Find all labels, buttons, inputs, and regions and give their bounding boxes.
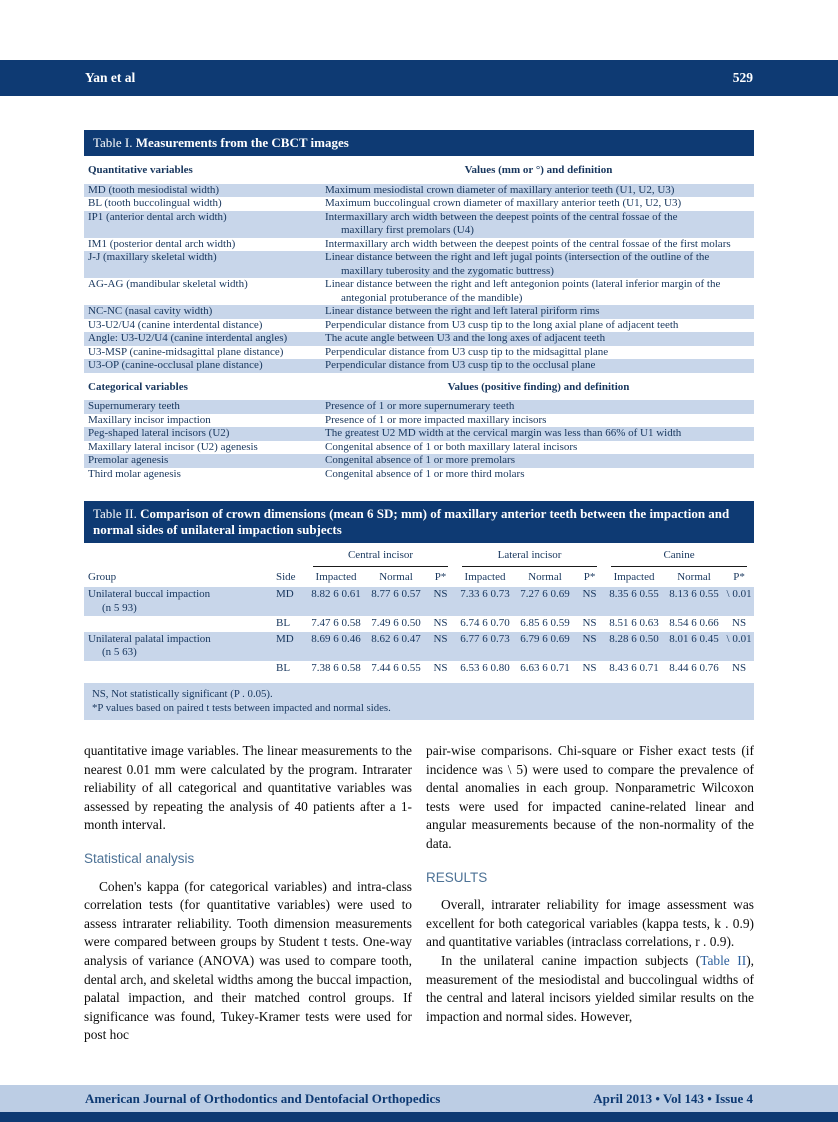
value-cell: 8.13 6 0.55 <box>664 587 724 616</box>
table-row <box>84 238 754 252</box>
variable-cell: MD (tooth mesiodistal width) <box>84 184 321 198</box>
side-cell: MD <box>272 587 306 616</box>
value-cell: 8.01 6 0.45 <box>664 632 724 661</box>
value-cell: 7.38 6 0.58 <box>311 661 361 674</box>
column-header: Side <box>276 570 296 583</box>
side-cell: BL <box>276 661 291 674</box>
variable-cell: Maxillary lateral incisor (U2) agenesis <box>88 440 258 453</box>
p-cell: NS <box>433 661 448 674</box>
table-2-crossref-link[interactable]: Table II <box>700 952 747 968</box>
table-2-label: Table II. <box>93 506 137 521</box>
p-cell: NS <box>426 632 455 661</box>
definition-line: Congenital absence of 1 or more premolars <box>325 454 515 466</box>
definition-cell <box>321 319 754 333</box>
definition-line: Linear distance between the right and left jugal points (intersection of the outline of the <box>325 251 710 263</box>
definition-line: Intermaxillary arch width between the deepest points of the central fossae of the first molars <box>325 237 731 250</box>
p-cell: NS <box>732 661 747 674</box>
spanner-label: Central incisor <box>313 549 448 567</box>
table-row <box>84 184 754 198</box>
footnote-line: NS, Not statistically significant (P . 0.05). <box>92 688 273 700</box>
definition-cell <box>321 414 754 428</box>
footer-band <box>0 1085 838 1112</box>
table-row <box>84 346 754 360</box>
value-cell: 7.44 6 0.55 <box>371 661 421 674</box>
spanner-cell <box>455 543 604 567</box>
value-cell: 7.27 6 0.69 <box>515 587 575 616</box>
column-header: Impacted <box>613 570 655 583</box>
paragraph-text: In the unilateral canine impaction subjects ( <box>441 952 701 968</box>
table-row <box>84 400 754 414</box>
value-cell: 6.74 6 0.70 <box>460 617 510 629</box>
definition-cell <box>321 211 754 238</box>
variable-cell: Premolar agenesis <box>84 454 321 468</box>
variable-cell: U3-MSP (canine-midsagittal plane distance) <box>88 345 284 358</box>
variable-cell: Peg-shaped lateral incisors (U2) <box>84 427 321 441</box>
definition-cell <box>321 305 754 319</box>
variable-cell: Third molar agenesis <box>88 467 181 480</box>
value-cell: 8.35 6 0.55 <box>604 587 664 616</box>
definition-cell <box>321 251 754 278</box>
value-cell: 8.43 6 0.71 <box>609 661 659 674</box>
column-header: Group <box>88 570 117 583</box>
group-cell <box>84 632 272 661</box>
definition-cell <box>321 197 754 211</box>
definition-cell <box>321 427 754 441</box>
variable-cell: IP1 (anterior dental arch width) <box>84 211 321 238</box>
variable-cell: IM1 (posterior dental arch width) <box>88 237 236 250</box>
footer-issue-info: April 2013 • Vol 143 • Issue 4 <box>593 1090 753 1106</box>
page-content <box>84 130 754 1045</box>
p-cell: \ 0.01 <box>724 632 754 661</box>
group-name: Unilateral buccal impaction <box>88 588 211 600</box>
table-1 <box>84 130 754 481</box>
footer-navy-strip <box>0 1112 838 1122</box>
value-cell: 8.51 6 0.63 <box>609 617 659 629</box>
value-cell: 6.77 6 0.73 <box>455 632 515 661</box>
column-header: P* <box>434 570 447 583</box>
table-row <box>84 414 754 428</box>
table-row <box>84 332 754 346</box>
definition-cell <box>321 454 754 468</box>
table-row <box>84 468 754 482</box>
variable-cell: J-J (maxillary skeletal width) <box>84 251 321 278</box>
section-heading-results: RESULTS <box>426 869 488 885</box>
definition-line: Presence of 1 or more impacted maxillary incisors <box>325 413 547 426</box>
table-row <box>84 427 754 441</box>
p-cell: \ 0.01 <box>724 587 754 616</box>
column-header: Impacted <box>315 570 357 583</box>
running-header-bar <box>0 60 838 96</box>
p-cell: NS <box>582 661 597 674</box>
definition-cell <box>321 400 754 414</box>
table-2-grid <box>84 543 754 676</box>
definition-line: Maximum buccolingual crown diameter of maxillary anterior teeth (U1, U2, U3) <box>325 197 682 209</box>
table-1-quant-header-row <box>84 156 754 184</box>
spanner-label: Lateral incisor <box>462 549 597 567</box>
table-1-label: Table I. <box>93 135 133 150</box>
variable-cell: Angle: U3-U2/U4 (canine interdental angles) <box>84 332 321 346</box>
variable-cell: U3-OP (canine-occlusal plane distance) <box>84 359 321 373</box>
value-cell: 7.33 6 0.73 <box>455 587 515 616</box>
column-header: Normal <box>379 570 413 583</box>
table-row <box>84 632 754 661</box>
paragraph <box>426 952 754 1026</box>
running-head-author: Yan et al <box>85 70 136 85</box>
spacer-cell <box>84 543 306 567</box>
p-cell: NS <box>732 617 747 629</box>
value-cell: 8.77 6 0.57 <box>366 587 426 616</box>
value-cell: 8.69 6 0.46 <box>306 632 366 661</box>
column-header: Categorical variables <box>84 373 321 401</box>
value-cell: 8.62 6 0.47 <box>366 632 426 661</box>
paragraph: Cohen's kappa (for categorical variables) and intra-class correlation tests (for quantitative variables) were used to assess intrarater reliability. Tooth dimension measurements were compared between groups by Student t tests. One-way analysis of variance (ANOVA) was used to compare tooth, dental arch, and skeletal widths among the buccal impaction, palatal impaction, and their matched control groups. If significance was found, Tukey-Kramer tests were used for post hoc <box>84 878 412 1043</box>
group-cell <box>84 587 272 616</box>
variable-cell: BL (tooth buccolingual width) <box>88 197 222 209</box>
table-1-title-bar <box>84 130 754 156</box>
spanner-header-row <box>84 543 754 567</box>
table-row <box>84 587 754 616</box>
p-cell: NS <box>575 632 604 661</box>
value-cell: 6.63 6 0.71 <box>520 661 570 674</box>
table-2-title: Comparison of crown dimensions (mean 6 SD; mm) of maxillary anterior teeth between the impaction and normal sides of unilateral impaction subjects <box>93 506 730 537</box>
table-row <box>84 359 754 373</box>
definition-line: Perpendicular distance from U3 cusp tip to the long axial plane of adjacent teeth <box>325 318 679 331</box>
definition-cell <box>321 346 754 360</box>
definition-line: Perpendicular distance from U3 cusp tip to the midsagittal plane <box>325 345 609 358</box>
table-row <box>84 661 754 677</box>
page-number: 529 <box>732 70 753 85</box>
column-header: Normal <box>528 570 562 583</box>
table-row <box>84 251 754 278</box>
table-row <box>84 197 754 211</box>
definition-line: Maximum mesiodistal crown diameter of maxillary anterior teeth (U1, U2, U3) <box>325 183 675 196</box>
p-cell: NS <box>582 617 597 629</box>
definition-line: Linear distance between the right and left antegonion points (lateral inferior margin of the <box>325 278 721 290</box>
definition-line-2: maxillary first premolars (U4) <box>341 224 474 236</box>
table-1-cat-header-row <box>84 373 754 401</box>
side-cell: MD <box>272 632 306 661</box>
column-header-row <box>84 567 754 588</box>
definition-line-2: antegonial protuberance of the mandible) <box>341 291 523 304</box>
definition-cell <box>321 332 754 346</box>
definition-cell <box>321 441 754 455</box>
variable-cell: AG-AG (mandibular skeletal width) <box>88 278 248 290</box>
paragraph: Overall, intrarater reliability for image assessment was excellent for both categorical variables (kappa tests, k . 0.9) and quantitative variables (intraclass correlations, r . 0.9). <box>426 897 754 950</box>
value-cell: 7.47 6 0.58 <box>311 617 361 629</box>
table-row <box>84 319 754 333</box>
group-n: (n 5 93) <box>102 601 137 614</box>
body-column-left <box>84 742 412 1045</box>
table-row <box>84 211 754 238</box>
group-cell <box>84 661 272 677</box>
table-row <box>84 278 754 305</box>
group-cell <box>84 616 272 632</box>
section-heading-statistical-analysis: Statistical analysis <box>84 850 195 866</box>
value-cell: 6.79 6 0.69 <box>515 632 575 661</box>
definition-line: Congenital absence of 1 or both maxillary lateral incisors <box>325 440 578 453</box>
column-header: Normal <box>677 570 711 583</box>
table-1-grid <box>84 156 754 481</box>
table-row <box>84 305 754 319</box>
column-header: P* <box>733 570 745 583</box>
definition-line: Perpendicular distance from U3 cusp tip to the occlusal plane <box>325 359 596 371</box>
p-cell: NS <box>433 617 448 629</box>
spanner-cell <box>604 543 754 567</box>
definition-cell <box>321 468 754 482</box>
definition-cell <box>321 184 754 198</box>
definition-line: Congenital absence of 1 or more third molars <box>325 467 525 480</box>
column-header: Impacted <box>464 570 506 583</box>
definition-line: The greatest U2 MD width at the cervical margin was less than 66% of U1 width <box>325 427 682 439</box>
value-cell: 6.53 6 0.80 <box>460 661 510 674</box>
column-header: Quantitative variables <box>84 156 321 184</box>
paragraph: pair-wise comparisons. Chi-square or Fisher exact tests (if incidence was \ 5) were used to compare the prevalence of dental anomalies in each group. Nonparametric Wilcoxon tests were used for impacted canine-related linear and angular measurements because of the non-normality of the data. <box>426 743 754 851</box>
side-cell: BL <box>276 617 291 629</box>
table-row <box>84 441 754 455</box>
p-cell: NS <box>575 587 604 616</box>
table-row <box>84 616 754 632</box>
spanner-cell <box>306 543 455 567</box>
group-name: Unilateral palatal impaction <box>88 632 211 645</box>
variable-cell: Supernumerary teeth <box>84 400 321 414</box>
definition-line-2: maxillary tuberosity and the zygomatic buttress) <box>341 264 554 277</box>
p-cell: NS <box>426 587 455 616</box>
body-text <box>84 742 754 1045</box>
variable-cell: U3-U2/U4 (canine interdental distance) <box>88 318 263 331</box>
value-cell: 7.49 6 0.50 <box>371 617 421 629</box>
table-row <box>84 454 754 468</box>
footnote-line: *P values based on paired t tests between impacted and normal sides. <box>92 702 391 714</box>
definition-line: The acute angle between U3 and the long axes of adjacent teeth <box>325 332 606 344</box>
group-n: (n 5 63) <box>102 646 137 658</box>
table-1-title: Measurements from the CBCT images <box>135 135 349 150</box>
paragraph-text: ), measurement of the mesiodistal and buccolingual widths of the central and lateral incisors yielded similar results on the impaction and normal sides. However, <box>426 952 754 1024</box>
definition-cell <box>321 359 754 373</box>
definition-line: Linear distance between the right and left lateral piriform rims <box>325 305 600 317</box>
definition-cell <box>321 278 754 305</box>
variable-cell: NC-NC (nasal cavity width) <box>84 305 321 319</box>
value-cell: 8.54 6 0.66 <box>669 617 719 629</box>
table-2-title-bar <box>84 501 754 543</box>
table-2 <box>84 501 754 720</box>
variable-cell: Maxillary incisor impaction <box>88 413 211 426</box>
value-cell: 8.44 6 0.76 <box>669 661 719 674</box>
column-header: Values (mm or °) and definition <box>321 156 754 184</box>
value-cell: 8.28 6 0.50 <box>604 632 664 661</box>
paragraph: quantitative image variables. The linear measurements to the nearest 0.01 mm were calculated by the program. Intrarater reliability of all categorical and quantitative variables was assessed by repeating the analysis of 40 patients after a 1-month interval. <box>84 743 412 833</box>
body-column-right <box>426 742 754 1045</box>
column-header: Values (positive finding) and definition <box>321 373 754 401</box>
definition-line: Intermaxillary arch width between the deepest points of the central fossae of the <box>325 210 678 223</box>
column-header: P* <box>583 570 596 583</box>
value-cell: 6.85 6 0.59 <box>520 617 570 629</box>
spanner-label: Canine <box>611 549 747 567</box>
footer-journal-name: American Journal of Orthodontics and Dentofacial Orthopedics <box>85 1090 441 1106</box>
value-cell: 8.82 6 0.61 <box>306 587 366 616</box>
definition-line: Presence of 1 or more supernumerary teeth <box>325 400 515 412</box>
definition-cell <box>321 238 754 252</box>
table-2-footnotes <box>84 683 754 720</box>
